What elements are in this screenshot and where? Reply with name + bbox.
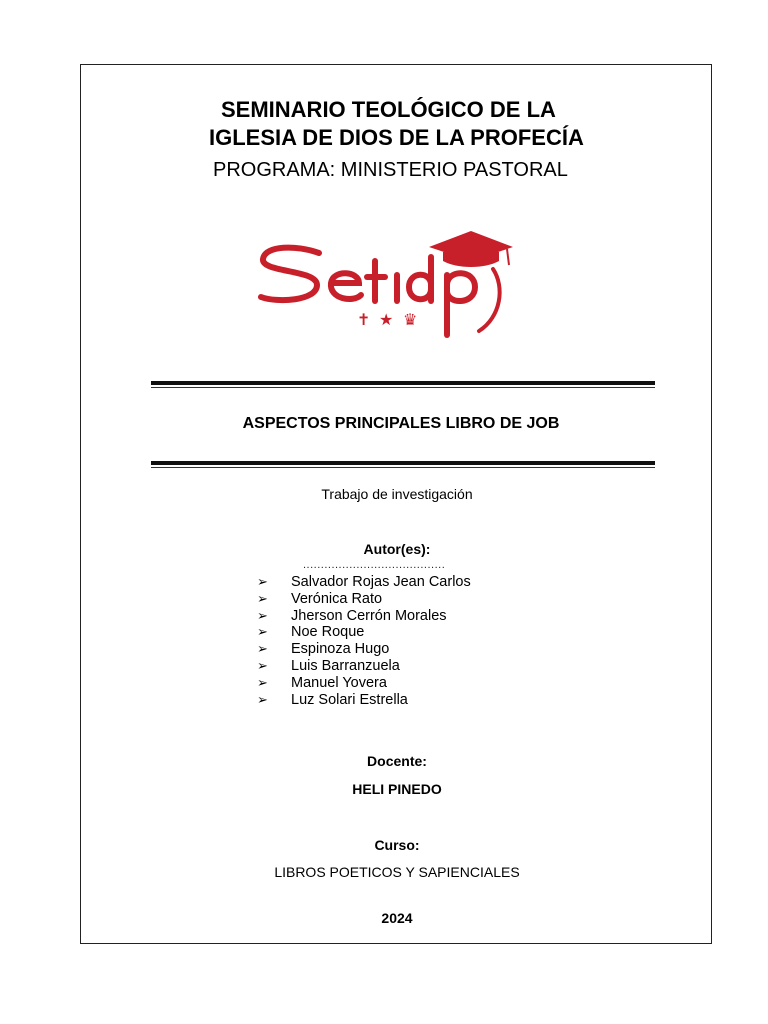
list-item: ➢ Luz Solari Estrella xyxy=(257,691,408,708)
setidp-logo xyxy=(257,225,517,345)
bottom-divider xyxy=(151,461,655,468)
list-item: ➢ Espinoza Hugo xyxy=(257,641,390,658)
arrow-bullet-icon: ➢ xyxy=(257,607,268,623)
year: 2024 xyxy=(381,910,413,926)
document-type: Trabajo de investigación xyxy=(321,486,473,502)
author-list xyxy=(257,574,471,708)
list-item: ➢ Luis Barranzuela xyxy=(257,657,400,674)
arrow-bullet-icon: ➢ xyxy=(257,691,268,707)
course-name: LIBROS POETICOS Y SAPIENCIALES xyxy=(274,864,520,880)
crown-icon: ♛ xyxy=(403,310,418,329)
list-item: ➢ Salvador Rojas Jean Carlos xyxy=(257,574,471,590)
list-item: ➢ Jherson Cerrón Morales xyxy=(257,607,447,624)
teacher-heading: Docente: xyxy=(367,753,427,769)
authors-dotted-line: ........................................ xyxy=(303,559,446,571)
authors-heading: Autor(es): xyxy=(363,541,431,557)
arrow-bullet-icon: ➢ xyxy=(257,641,268,657)
institution-title-line1: SEMINARIO TEOLÓGICO DE LA xyxy=(221,97,556,122)
arrow-bullet-icon: ➢ xyxy=(257,657,268,673)
arrow-bullet-icon: ➢ xyxy=(257,674,268,690)
list-item: ➢ Noe Roque xyxy=(257,624,365,641)
document-title: ASPECTOS PRINCIPALES LIBRO DE JOB xyxy=(242,415,560,432)
arrow-bullet-icon: ➢ xyxy=(257,624,268,640)
list-item: ➢ Verónica Rato xyxy=(257,590,383,607)
cross-icon: ✝ xyxy=(357,310,371,329)
arrow-bullet-icon: ➢ xyxy=(257,574,268,589)
course-heading: Curso: xyxy=(374,837,420,853)
top-divider xyxy=(151,381,655,388)
list-item: ➢ Manuel Yovera xyxy=(257,674,387,691)
teacher-name: HELI PINEDO xyxy=(352,781,442,797)
program-name: PROGRAMA: MINISTERIO PASTORAL xyxy=(213,159,568,181)
arrow-bullet-icon: ➢ xyxy=(257,590,268,606)
institution-title-line2: IGLESIA DE DIOS DE LA PROFECÍA xyxy=(209,125,584,150)
cover-page-frame xyxy=(80,64,712,944)
star-icon: ★ xyxy=(379,310,394,329)
